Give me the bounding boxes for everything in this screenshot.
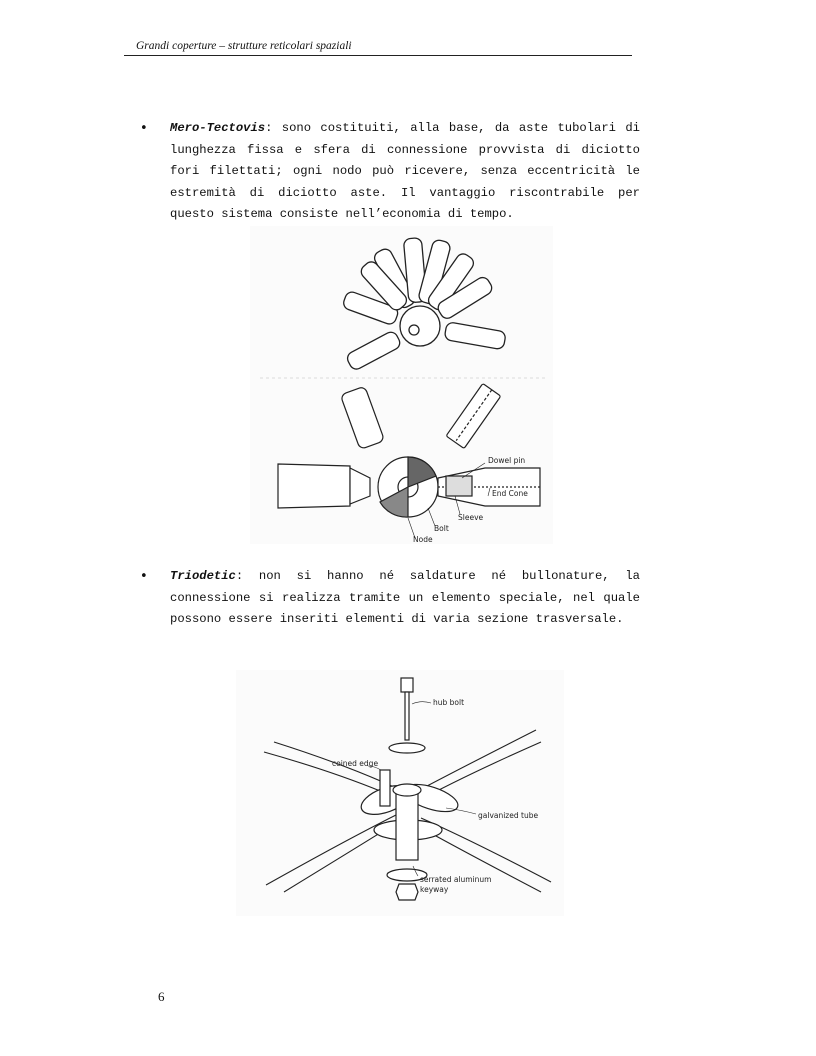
figure-mero-node <box>250 226 553 544</box>
label-bolt: Bolt <box>434 524 449 533</box>
item-paragraph <box>170 118 640 226</box>
mero-node-drawing <box>250 226 553 544</box>
triodetic-hub-parts <box>357 678 461 900</box>
label-keyway: keyway <box>420 885 449 894</box>
bullet: • <box>140 121 148 136</box>
label-coined-edge: coined edge <box>332 759 379 768</box>
triodetic-hub-drawing <box>236 670 564 916</box>
mero-star-view <box>342 238 507 372</box>
figure-triodetic-hub <box>236 670 564 916</box>
item-term: Triodetic <box>170 569 236 583</box>
list-item-mero-tectovis <box>140 118 640 226</box>
page-header <box>124 40 632 56</box>
label-sleeve: Sleeve <box>458 513 484 522</box>
item-term: Mero-Tectovis <box>170 121 266 135</box>
list-item-triodetic <box>140 566 640 631</box>
label-end-cone: End Cone <box>492 489 528 498</box>
label-dowel-pin: Dowel pin <box>488 456 526 465</box>
bullet: • <box>140 569 148 584</box>
label-serrated-aluminum: serrated aluminum <box>420 875 492 884</box>
item-description: : non si hanno né saldature né bullonature, la connessione si realizza tramite un elemento speciale, nel quale possono essere inseriti elementi di varia sezione trasversale. <box>170 569 640 627</box>
label-galvanized-tube: galvanized tube <box>478 811 539 820</box>
item-description: : sono costituiti, alla base, da aste tubolari di lunghezza fissa e sfera di connessione provvista di diciotto fori filettati; ogni nodo può ricevere, senza eccentricità le estremità di diciotto aste. Il vantaggio riscontrabile per questo sistema consiste nell’economia di tempo. <box>170 121 640 222</box>
label-node: Node <box>413 535 433 544</box>
page-number: 6 <box>158 989 165 1004</box>
header-title: Grandi coperture – strutture reticolari spaziali <box>136 40 352 52</box>
label-hub-bolt: hub bolt <box>433 698 465 707</box>
item-paragraph <box>170 566 640 631</box>
